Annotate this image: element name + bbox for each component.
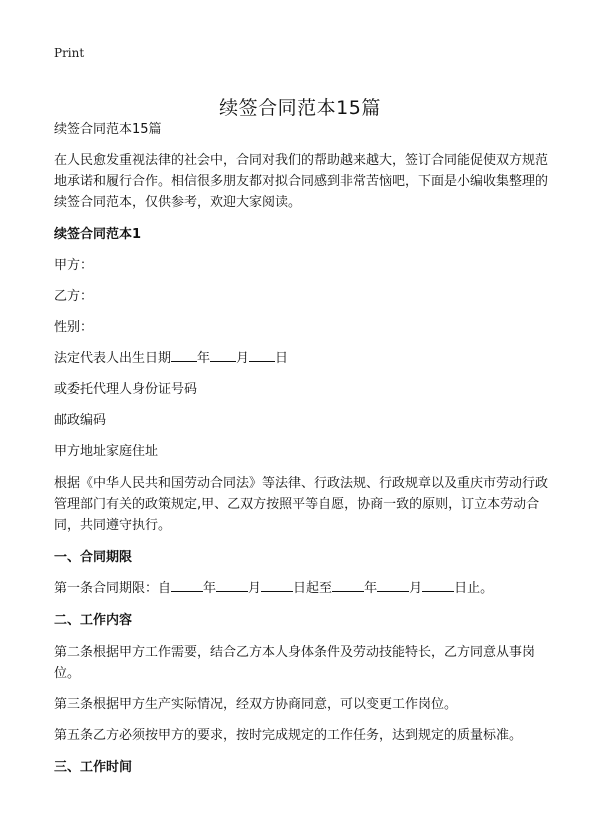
article-3: 第三条根据甲方生产实际情况，经双方协商同意，可以变更工作岗位。 [54, 697, 458, 712]
time-heading: 三、工作时间 [54, 760, 133, 775]
end-year-blank [332, 579, 364, 592]
document-title: 续签合同范本15篇 [219, 96, 381, 119]
year-text: 年 [197, 351, 211, 366]
basis-paragraph: 根据《中华人民共和国劳动合同法》等法律、行政法规、行政规章以及重庆市劳动行政管理部门有关的政策规定,甲、乙双方按照平等自愿，协商一致的原则，订立本劳动合同，共同遵守执行。 [54, 476, 549, 533]
start-month-text: 月 [248, 581, 262, 596]
agent-id-label: 或委托代理人身份证号码 [54, 382, 198, 397]
article-5: 第五条乙方必须按甲方的要求，按时完成规定的工作任务，达到规定的质量标准。 [54, 728, 523, 743]
start-year-text: 年 [203, 581, 217, 596]
article-2: 第二条根据甲方工作需要，结合乙方本人身体条件及劳动技能特长，乙方同意从事岗位。 [54, 645, 536, 681]
term-from-text: 日起至 [293, 581, 333, 596]
work-heading: 二、工作内容 [54, 613, 133, 628]
term-prefix: 第一条合同期限：自 [54, 581, 172, 596]
party-b-label: 乙方： [54, 289, 94, 304]
day-text: 日 [275, 351, 289, 366]
term-heading: 一、合同期限 [54, 550, 133, 565]
start-day-blank [261, 579, 293, 592]
year-blank [171, 349, 197, 362]
month-blank [210, 349, 236, 362]
start-year-blank [171, 579, 203, 592]
print-link[interactable]: Print [54, 46, 85, 60]
subtitle: 续签合同范本15篇 [54, 122, 162, 137]
day-blank [249, 349, 275, 362]
end-month-text: 月 [409, 581, 423, 596]
document-body [54, 120, 554, 778]
postcode-label: 邮政编码 [54, 413, 107, 428]
birthdate-label: 法定代表人出生日期 [54, 351, 172, 366]
end-year-text: 年 [364, 581, 378, 596]
term-clause [54, 579, 554, 599]
section-heading: 续签合同范本1 [54, 227, 142, 242]
term-to-text: 日止。 [454, 581, 494, 596]
intro-paragraph: 在人民愈发重视法律的社会中，合同对我们的帮助越来越大，签订合同能促使双方规范地承诺和履行合作。相信很多朋友都对拟合同感到非常苦恼吧，下面是小编收集整理的续签合同范本，仅供参考，欢迎大家阅读。 [54, 153, 549, 210]
address-label: 甲方地址家庭住址 [54, 444, 159, 459]
birthdate-line [54, 349, 554, 369]
start-month-blank [216, 579, 248, 592]
party-a-label: 甲方： [54, 258, 94, 273]
end-month-blank [377, 579, 409, 592]
end-day-blank [422, 579, 454, 592]
month-text: 月 [236, 351, 250, 366]
gender-label: 性别： [54, 320, 94, 335]
